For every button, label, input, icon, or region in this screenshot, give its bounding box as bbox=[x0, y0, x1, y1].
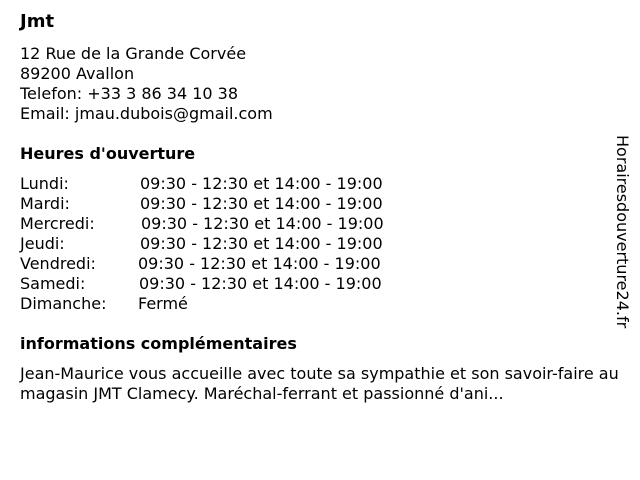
hours-time: 09:30 - 12:30 et 14:00 - 19:00 bbox=[138, 254, 381, 273]
hours-day: Samedi: bbox=[20, 274, 86, 293]
hours-day: Jeudi: bbox=[20, 234, 65, 253]
hours-day: Lundi: bbox=[20, 174, 69, 193]
address-street: 12 Rue de la Grande Corvée bbox=[20, 44, 247, 63]
address-city: 89200 Avallon bbox=[20, 64, 135, 83]
phone-number: Telefon: +33 3 86 34 10 38 bbox=[20, 84, 239, 103]
hours-day: Dimanche: bbox=[20, 294, 107, 313]
hours-time: 09:30 - 12:30 et 14:00 - 19:00 bbox=[140, 174, 383, 193]
site-watermark: Horairesdouverture24.fr bbox=[613, 135, 632, 329]
hours-time: 09:30 - 12:30 et 14:00 - 19:00 bbox=[140, 234, 383, 253]
hours-time: 09:30 - 12:30 et 14:00 - 19:00 bbox=[139, 274, 382, 293]
hours-time: 09:30 - 12:30 et 14:00 - 19:00 bbox=[141, 214, 384, 233]
hours-day: Mercredi: bbox=[20, 214, 95, 233]
hours-day: Mardi: bbox=[20, 194, 70, 213]
email-address: Email: jmau.dubois@gmail.com bbox=[20, 104, 273, 123]
business-name: Jmt bbox=[20, 11, 55, 32]
business-description: Jean-Maurice vous accueille avec toute sa sympathie et son savoir-faire au magasin JMT Clamecy. Maréchal-ferrant et passionné d'ani... bbox=[20, 364, 619, 403]
hours-time: 09:30 - 12:30 et 14:00 - 19:00 bbox=[140, 194, 383, 213]
additional-info-heading: informations complémentaires bbox=[20, 334, 297, 353]
opening-hours-heading: Heures d'ouverture bbox=[20, 144, 196, 163]
hours-time: Fermé bbox=[138, 294, 188, 313]
hours-day: Vendredi: bbox=[20, 254, 96, 273]
